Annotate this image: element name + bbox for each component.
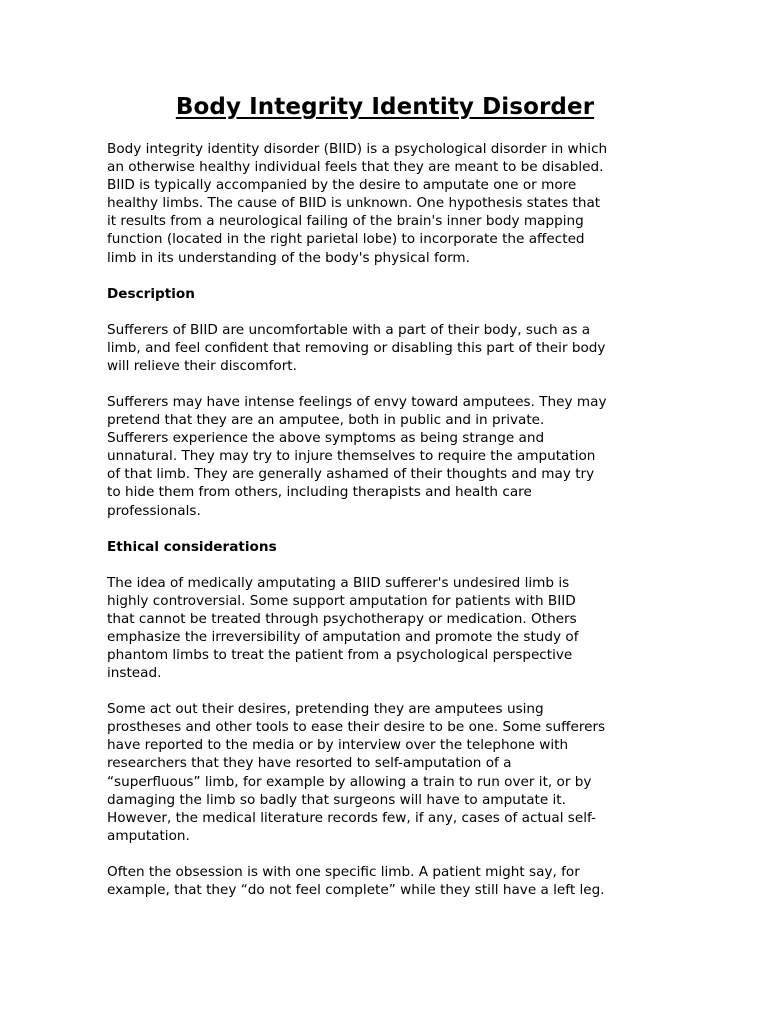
intro-paragraph xyxy=(107,140,663,267)
text-line: Often the obsession is with one specific limb. A patient might say, for xyxy=(107,863,580,880)
text-line: that cannot be treated through psychotherapy or medication. Others xyxy=(107,610,577,627)
description-paragraph-2 xyxy=(107,393,663,520)
text-line: pretend that they are an amputee, both in public and in private. xyxy=(107,412,545,429)
text-line: BIID is typically accompanied by the desire to amputate one or more xyxy=(107,177,577,194)
document-title: Body Integrity Identity Disorder xyxy=(175,94,595,120)
text-line: to hide them from others, including therapists and health care xyxy=(107,484,532,501)
text-line: emphasize the irreversibility of amputation and promote the study of xyxy=(107,628,579,645)
text-line: prostheses and other tools to ease their desire to be one. Some sufferers xyxy=(107,719,606,736)
ethical-paragraph-2 xyxy=(107,700,663,845)
text-line: Sufferers experience the above symptoms as being strange and xyxy=(107,430,545,447)
text-line: Some act out their desires, pretending they are amputees using xyxy=(107,701,544,718)
text-line: Sufferers may have intense feelings of envy toward amputees. They may xyxy=(107,393,607,410)
description-paragraph-1 xyxy=(107,321,663,375)
ethical-paragraph-3 xyxy=(107,863,663,899)
text-line: limb, and feel confident that removing or disabling this part of their body xyxy=(107,339,606,356)
text-line: function (located in the right parietal lobe) to incorporate the affected xyxy=(107,231,585,248)
text-line: instead. xyxy=(107,665,162,682)
text-line: Sufferers of BIID are uncomfortable with a part of their body, such as a xyxy=(107,321,591,338)
ethical-paragraph-1 xyxy=(107,574,663,683)
text-line: highly controversial. Some support amputation for patients with BIID xyxy=(107,592,576,609)
text-line: unnatural. They may try to injure themselves to require the amputation xyxy=(107,448,596,465)
text-line: “superfluous” limb, for example by allowing a train to run over it, or by xyxy=(107,773,592,790)
text-line: it results from a neurological failing of the brain's inner body mapping xyxy=(107,213,584,230)
section-heading-ethical-considerations: Ethical considerations xyxy=(107,538,277,555)
text-line: limb in its understanding of the body's physical form. xyxy=(107,249,470,266)
text-line: an otherwise healthy individual feels that they are meant to be disabled. xyxy=(107,159,604,176)
text-line: have reported to the media or by interview over the telephone with xyxy=(107,737,569,754)
text-line: damaging the limb so badly that surgeons will have to amputate it. xyxy=(107,791,566,808)
text-line: amputation. xyxy=(107,827,190,844)
text-line: healthy limbs. The cause of BIID is unknown. One hypothesis states that xyxy=(107,195,601,212)
text-line: However, the medical literature records few, if any, cases of actual self- xyxy=(107,809,596,826)
document-page xyxy=(107,92,663,899)
text-line: researchers that they have resorted to self-amputation of a xyxy=(107,755,512,772)
section-heading-description: Description xyxy=(107,285,195,302)
text-line: Body integrity identity disorder (BIID) is a psychological disorder in which xyxy=(107,141,608,157)
text-line: The idea of medically amputating a BIID sufferer's undesired limb is xyxy=(107,574,570,591)
text-line: phantom limbs to treat the patient from a psychological perspective xyxy=(107,646,573,663)
text-line: will relieve their discomfort. xyxy=(107,357,297,374)
text-line: example, that they “do not feel complete” while they still have a left leg. xyxy=(107,882,605,898)
text-line: professionals. xyxy=(107,502,201,519)
text-line: of that limb. They are generally ashamed of their thoughts and may try xyxy=(107,466,595,483)
